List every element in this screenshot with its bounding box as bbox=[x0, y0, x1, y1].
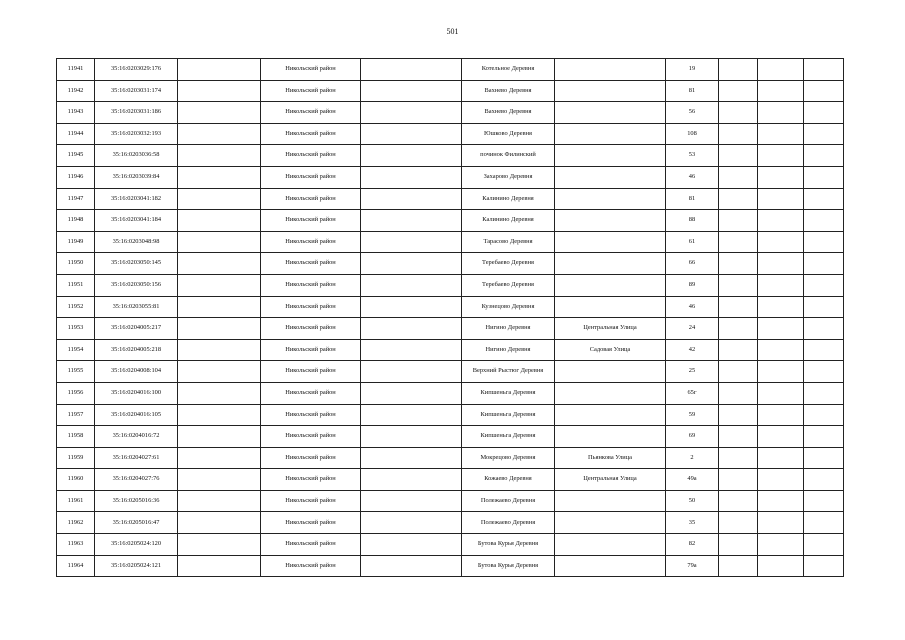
empty-cell bbox=[361, 253, 462, 275]
table-row bbox=[57, 102, 844, 124]
street-cell: Пьянкова Улица bbox=[555, 447, 666, 469]
locality-cell: Кипшеньга Деревня bbox=[462, 382, 555, 404]
table-row bbox=[57, 339, 844, 361]
cadastral-number-cell: 35:16:0203036:58 bbox=[95, 145, 178, 167]
table-row bbox=[57, 512, 844, 534]
table-row bbox=[57, 210, 844, 232]
table-row bbox=[57, 534, 844, 556]
empty-cell bbox=[804, 339, 844, 361]
empty-cell bbox=[719, 188, 758, 210]
house-number-cell: 59 bbox=[666, 404, 719, 426]
locality-cell: Котельное Деревня bbox=[462, 59, 555, 81]
empty-cell bbox=[719, 210, 758, 232]
house-number-cell: 81 bbox=[666, 188, 719, 210]
street-cell: Центральная Улица bbox=[555, 469, 666, 491]
locality-cell: Вахнево Деревня bbox=[462, 102, 555, 124]
row-number-cell: 11951 bbox=[57, 274, 95, 296]
house-number-cell: 50 bbox=[666, 490, 719, 512]
locality-cell: Кипшеньга Деревня bbox=[462, 404, 555, 426]
row-number-cell: 11942 bbox=[57, 80, 95, 102]
cadastral-number-cell: 35:16:0204008:104 bbox=[95, 361, 178, 383]
empty-cell bbox=[719, 123, 758, 145]
house-number-cell: 53 bbox=[666, 145, 719, 167]
empty-cell bbox=[361, 296, 462, 318]
house-number-cell: 49а bbox=[666, 469, 719, 491]
empty-cell bbox=[178, 490, 261, 512]
row-number-cell: 11963 bbox=[57, 534, 95, 556]
row-number-cell: 11959 bbox=[57, 447, 95, 469]
street-cell bbox=[555, 59, 666, 81]
empty-cell bbox=[361, 145, 462, 167]
empty-cell bbox=[758, 426, 804, 448]
table-row bbox=[57, 361, 844, 383]
locality-cell: Юшково Деревня bbox=[462, 123, 555, 145]
empty-cell bbox=[804, 253, 844, 275]
row-number-cell: 11941 bbox=[57, 59, 95, 81]
locality-cell: Бутова Курья Деревня bbox=[462, 534, 555, 556]
cadastral-number-cell: 35:16:0204016:72 bbox=[95, 426, 178, 448]
table-row bbox=[57, 188, 844, 210]
empty-cell bbox=[178, 166, 261, 188]
table-row bbox=[57, 469, 844, 491]
empty-cell bbox=[758, 534, 804, 556]
district-cell: Никольский район bbox=[261, 253, 361, 275]
district-cell: Никольский район bbox=[261, 188, 361, 210]
row-number-cell: 11952 bbox=[57, 296, 95, 318]
empty-cell bbox=[804, 210, 844, 232]
cadastral-number-cell: 35:16:0203039:84 bbox=[95, 166, 178, 188]
house-number-cell: 35 bbox=[666, 512, 719, 534]
district-cell: Никольский район bbox=[261, 555, 361, 577]
empty-cell bbox=[804, 512, 844, 534]
street-cell bbox=[555, 490, 666, 512]
empty-cell bbox=[758, 188, 804, 210]
empty-cell bbox=[758, 253, 804, 275]
house-number-cell: 69 bbox=[666, 426, 719, 448]
house-number-cell: 81 bbox=[666, 80, 719, 102]
empty-cell bbox=[804, 404, 844, 426]
cadastral-number-cell: 35:16:0203031:174 bbox=[95, 80, 178, 102]
table-row bbox=[57, 253, 844, 275]
house-number-cell: 42 bbox=[666, 339, 719, 361]
table-row bbox=[57, 274, 844, 296]
cadastral-number-cell: 35:16:0204016:100 bbox=[95, 382, 178, 404]
empty-cell bbox=[178, 361, 261, 383]
empty-cell bbox=[178, 426, 261, 448]
district-cell: Никольский район bbox=[261, 339, 361, 361]
street-cell bbox=[555, 296, 666, 318]
table-row bbox=[57, 490, 844, 512]
empty-cell bbox=[804, 469, 844, 491]
row-number-cell: 11955 bbox=[57, 361, 95, 383]
district-cell: Никольский район bbox=[261, 166, 361, 188]
empty-cell bbox=[719, 382, 758, 404]
street-cell bbox=[555, 102, 666, 124]
empty-cell bbox=[758, 339, 804, 361]
empty-cell bbox=[178, 188, 261, 210]
street-cell: Садовая Улица bbox=[555, 339, 666, 361]
empty-cell bbox=[719, 166, 758, 188]
empty-cell bbox=[361, 404, 462, 426]
cadastral-number-cell: 35:16:0203048:98 bbox=[95, 231, 178, 253]
house-number-cell: 89 bbox=[666, 274, 719, 296]
house-number-cell: 46 bbox=[666, 296, 719, 318]
empty-cell bbox=[719, 490, 758, 512]
row-number-cell: 11957 bbox=[57, 404, 95, 426]
district-cell: Никольский район bbox=[261, 447, 361, 469]
locality-cell: Верхний Рыстюг Деревня bbox=[462, 361, 555, 383]
empty-cell bbox=[758, 274, 804, 296]
cadastral-number-cell: 35:16:0203032:193 bbox=[95, 123, 178, 145]
empty-cell bbox=[178, 469, 261, 491]
empty-cell bbox=[804, 447, 844, 469]
street-cell bbox=[555, 188, 666, 210]
district-cell: Никольский район bbox=[261, 274, 361, 296]
empty-cell bbox=[361, 318, 462, 340]
street-cell bbox=[555, 253, 666, 275]
empty-cell bbox=[804, 555, 844, 577]
empty-cell bbox=[361, 490, 462, 512]
empty-cell bbox=[361, 426, 462, 448]
cadastral-number-cell: 35:16:0204016:105 bbox=[95, 404, 178, 426]
empty-cell bbox=[804, 534, 844, 556]
house-number-cell: 25 bbox=[666, 361, 719, 383]
empty-cell bbox=[758, 469, 804, 491]
cadastral-number-cell: 35:16:0205016:47 bbox=[95, 512, 178, 534]
house-number-cell: 65г bbox=[666, 382, 719, 404]
cadastral-number-cell: 35:16:0203031:186 bbox=[95, 102, 178, 124]
empty-cell bbox=[719, 318, 758, 340]
locality-cell: Нигино Деревня bbox=[462, 339, 555, 361]
house-number-cell: 24 bbox=[666, 318, 719, 340]
table-row bbox=[57, 426, 844, 448]
street-cell bbox=[555, 80, 666, 102]
empty-cell bbox=[804, 59, 844, 81]
locality-cell: Калинино Деревня bbox=[462, 188, 555, 210]
district-cell: Никольский район bbox=[261, 231, 361, 253]
locality-cell: Полежаево Деревня bbox=[462, 512, 555, 534]
empty-cell bbox=[719, 274, 758, 296]
district-cell: Никольский район bbox=[261, 512, 361, 534]
locality-cell: Тарасово Деревня bbox=[462, 231, 555, 253]
empty-cell bbox=[719, 296, 758, 318]
street-cell bbox=[555, 145, 666, 167]
row-number-cell: 11945 bbox=[57, 145, 95, 167]
empty-cell bbox=[804, 145, 844, 167]
empty-cell bbox=[804, 123, 844, 145]
empty-cell bbox=[178, 318, 261, 340]
empty-cell bbox=[804, 426, 844, 448]
empty-cell bbox=[758, 231, 804, 253]
empty-cell bbox=[361, 59, 462, 81]
row-number-cell: 11947 bbox=[57, 188, 95, 210]
house-number-cell: 56 bbox=[666, 102, 719, 124]
empty-cell bbox=[719, 469, 758, 491]
empty-cell bbox=[758, 555, 804, 577]
empty-cell bbox=[178, 80, 261, 102]
street-cell bbox=[555, 426, 666, 448]
table-row bbox=[57, 296, 844, 318]
house-number-cell: 2 bbox=[666, 447, 719, 469]
table-row bbox=[57, 166, 844, 188]
empty-cell bbox=[361, 534, 462, 556]
empty-cell bbox=[178, 145, 261, 167]
empty-cell bbox=[178, 404, 261, 426]
house-number-cell: 108 bbox=[666, 123, 719, 145]
row-number-cell: 11960 bbox=[57, 469, 95, 491]
locality-cell: Теребаево Деревня bbox=[462, 253, 555, 275]
empty-cell bbox=[178, 59, 261, 81]
street-cell bbox=[555, 555, 666, 577]
locality-cell: Нигино Деревня bbox=[462, 318, 555, 340]
empty-cell bbox=[804, 188, 844, 210]
empty-cell bbox=[758, 123, 804, 145]
table-row bbox=[57, 382, 844, 404]
house-number-cell: 82 bbox=[666, 534, 719, 556]
street-cell bbox=[555, 404, 666, 426]
district-cell: Никольский район bbox=[261, 361, 361, 383]
empty-cell bbox=[758, 382, 804, 404]
empty-cell bbox=[178, 123, 261, 145]
empty-cell bbox=[804, 80, 844, 102]
empty-cell bbox=[719, 534, 758, 556]
cadastral-number-cell: 35:16:0205016:36 bbox=[95, 490, 178, 512]
empty-cell bbox=[758, 210, 804, 232]
empty-cell bbox=[361, 231, 462, 253]
empty-cell bbox=[719, 145, 758, 167]
district-cell: Никольский район bbox=[261, 382, 361, 404]
empty-cell bbox=[361, 210, 462, 232]
table-row bbox=[57, 145, 844, 167]
district-cell: Никольский район bbox=[261, 534, 361, 556]
empty-cell bbox=[361, 274, 462, 296]
row-number-cell: 11946 bbox=[57, 166, 95, 188]
locality-cell: Теребаево Деревня bbox=[462, 274, 555, 296]
district-cell: Никольский район bbox=[261, 296, 361, 318]
empty-cell bbox=[758, 404, 804, 426]
district-cell: Никольский район bbox=[261, 490, 361, 512]
empty-cell bbox=[758, 447, 804, 469]
page-number: 501 bbox=[446, 27, 459, 36]
row-number-cell: 11958 bbox=[57, 426, 95, 448]
empty-cell bbox=[758, 512, 804, 534]
locality-cell: Калинино Деревня bbox=[462, 210, 555, 232]
empty-cell bbox=[361, 80, 462, 102]
district-cell: Никольский район bbox=[261, 210, 361, 232]
empty-cell bbox=[719, 231, 758, 253]
empty-cell bbox=[178, 253, 261, 275]
empty-cell bbox=[758, 102, 804, 124]
empty-cell bbox=[804, 231, 844, 253]
empty-cell bbox=[758, 145, 804, 167]
empty-cell bbox=[719, 59, 758, 81]
street-cell bbox=[555, 274, 666, 296]
table-body bbox=[57, 59, 844, 577]
locality-cell: Вахнево Деревня bbox=[462, 80, 555, 102]
street-cell bbox=[555, 231, 666, 253]
empty-cell bbox=[361, 512, 462, 534]
empty-cell bbox=[361, 188, 462, 210]
empty-cell bbox=[178, 210, 261, 232]
row-number-cell: 11953 bbox=[57, 318, 95, 340]
empty-cell bbox=[178, 339, 261, 361]
empty-cell bbox=[719, 555, 758, 577]
district-cell: Никольский район bbox=[261, 469, 361, 491]
row-number-cell: 11948 bbox=[57, 210, 95, 232]
house-number-cell: 79а bbox=[666, 555, 719, 577]
cadastral-number-cell: 35:16:0203050:145 bbox=[95, 253, 178, 275]
empty-cell bbox=[178, 102, 261, 124]
house-number-cell: 88 bbox=[666, 210, 719, 232]
row-number-cell: 11949 bbox=[57, 231, 95, 253]
empty-cell bbox=[178, 382, 261, 404]
locality-cell: Кипшеньга Деревня bbox=[462, 426, 555, 448]
street-cell bbox=[555, 512, 666, 534]
table-row bbox=[57, 59, 844, 81]
empty-cell bbox=[178, 447, 261, 469]
empty-cell bbox=[361, 469, 462, 491]
district-cell: Никольский район bbox=[261, 145, 361, 167]
empty-cell bbox=[361, 123, 462, 145]
table-row bbox=[57, 80, 844, 102]
locality-cell: Кузнецово Деревня bbox=[462, 296, 555, 318]
table-row bbox=[57, 231, 844, 253]
empty-cell bbox=[804, 102, 844, 124]
row-number-cell: 11954 bbox=[57, 339, 95, 361]
house-number-cell: 66 bbox=[666, 253, 719, 275]
empty-cell bbox=[758, 296, 804, 318]
street-cell bbox=[555, 210, 666, 232]
cadastral-number-cell: 35:16:0204005:218 bbox=[95, 339, 178, 361]
empty-cell bbox=[178, 534, 261, 556]
empty-cell bbox=[178, 296, 261, 318]
table-row bbox=[57, 555, 844, 577]
empty-cell bbox=[719, 404, 758, 426]
empty-cell bbox=[804, 490, 844, 512]
empty-cell bbox=[361, 382, 462, 404]
district-cell: Никольский район bbox=[261, 102, 361, 124]
empty-cell bbox=[178, 274, 261, 296]
cadastral-number-cell: 35:16:0203041:182 bbox=[95, 188, 178, 210]
empty-cell bbox=[758, 361, 804, 383]
cadastral-number-cell: 35:16:0204005:217 bbox=[95, 318, 178, 340]
empty-cell bbox=[719, 361, 758, 383]
empty-cell bbox=[719, 253, 758, 275]
district-cell: Никольский район bbox=[261, 80, 361, 102]
empty-cell bbox=[804, 382, 844, 404]
empty-cell bbox=[758, 59, 804, 81]
empty-cell bbox=[804, 296, 844, 318]
empty-cell bbox=[719, 447, 758, 469]
street-cell bbox=[555, 166, 666, 188]
empty-cell bbox=[758, 80, 804, 102]
cadastral-number-cell: 35:16:0203041:184 bbox=[95, 210, 178, 232]
row-number-cell: 11944 bbox=[57, 123, 95, 145]
empty-cell bbox=[719, 512, 758, 534]
table-row bbox=[57, 318, 844, 340]
cadastral-number-cell: 35:16:0203029:176 bbox=[95, 59, 178, 81]
district-cell: Никольский район bbox=[261, 426, 361, 448]
empty-cell bbox=[758, 490, 804, 512]
street-cell bbox=[555, 123, 666, 145]
row-number-cell: 11943 bbox=[57, 102, 95, 124]
empty-cell bbox=[361, 447, 462, 469]
house-number-cell: 61 bbox=[666, 231, 719, 253]
cadastral-number-cell: 35:16:0203055:81 bbox=[95, 296, 178, 318]
empty-cell bbox=[804, 274, 844, 296]
district-cell: Никольский район bbox=[261, 318, 361, 340]
street-cell bbox=[555, 534, 666, 556]
empty-cell bbox=[361, 166, 462, 188]
cadastral-number-cell: 35:16:0205024:121 bbox=[95, 555, 178, 577]
row-number-cell: 11964 bbox=[57, 555, 95, 577]
street-cell: Центральная Улица bbox=[555, 318, 666, 340]
empty-cell bbox=[758, 166, 804, 188]
empty-cell bbox=[804, 318, 844, 340]
row-number-cell: 11956 bbox=[57, 382, 95, 404]
district-cell: Никольский район bbox=[261, 404, 361, 426]
cadastral-number-cell: 35:16:0205024:120 bbox=[95, 534, 178, 556]
street-cell bbox=[555, 382, 666, 404]
locality-cell: Кожаево Деревня bbox=[462, 469, 555, 491]
locality-cell: Мокрецово Деревня bbox=[462, 447, 555, 469]
empty-cell bbox=[361, 102, 462, 124]
empty-cell bbox=[719, 80, 758, 102]
table-row bbox=[57, 447, 844, 469]
empty-cell bbox=[719, 102, 758, 124]
empty-cell bbox=[178, 555, 261, 577]
empty-cell bbox=[178, 512, 261, 534]
empty-cell bbox=[719, 339, 758, 361]
row-number-cell: 11950 bbox=[57, 253, 95, 275]
empty-cell bbox=[361, 361, 462, 383]
empty-cell bbox=[804, 166, 844, 188]
locality-cell: Захарово Деревня bbox=[462, 166, 555, 188]
empty-cell bbox=[719, 426, 758, 448]
table-row bbox=[57, 123, 844, 145]
district-cell: Никольский район bbox=[261, 123, 361, 145]
empty-cell bbox=[361, 555, 462, 577]
house-number-cell: 19 bbox=[666, 59, 719, 81]
locality-cell: Полежаево Деревня bbox=[462, 490, 555, 512]
empty-cell bbox=[758, 318, 804, 340]
district-cell: Никольский район bbox=[261, 59, 361, 81]
registry-table bbox=[56, 58, 844, 577]
cadastral-number-cell: 35:16:0203050:156 bbox=[95, 274, 178, 296]
cadastral-number-cell: 35:16:0204027:76 bbox=[95, 469, 178, 491]
locality-cell: Бутова Курья Деревня bbox=[462, 555, 555, 577]
row-number-cell: 11962 bbox=[57, 512, 95, 534]
table-row bbox=[57, 404, 844, 426]
empty-cell bbox=[178, 231, 261, 253]
locality-cell: починок Филинский bbox=[462, 145, 555, 167]
cadastral-number-cell: 35:16:0204027:61 bbox=[95, 447, 178, 469]
empty-cell bbox=[361, 339, 462, 361]
street-cell bbox=[555, 361, 666, 383]
empty-cell bbox=[804, 361, 844, 383]
row-number-cell: 11961 bbox=[57, 490, 95, 512]
house-number-cell: 46 bbox=[666, 166, 719, 188]
